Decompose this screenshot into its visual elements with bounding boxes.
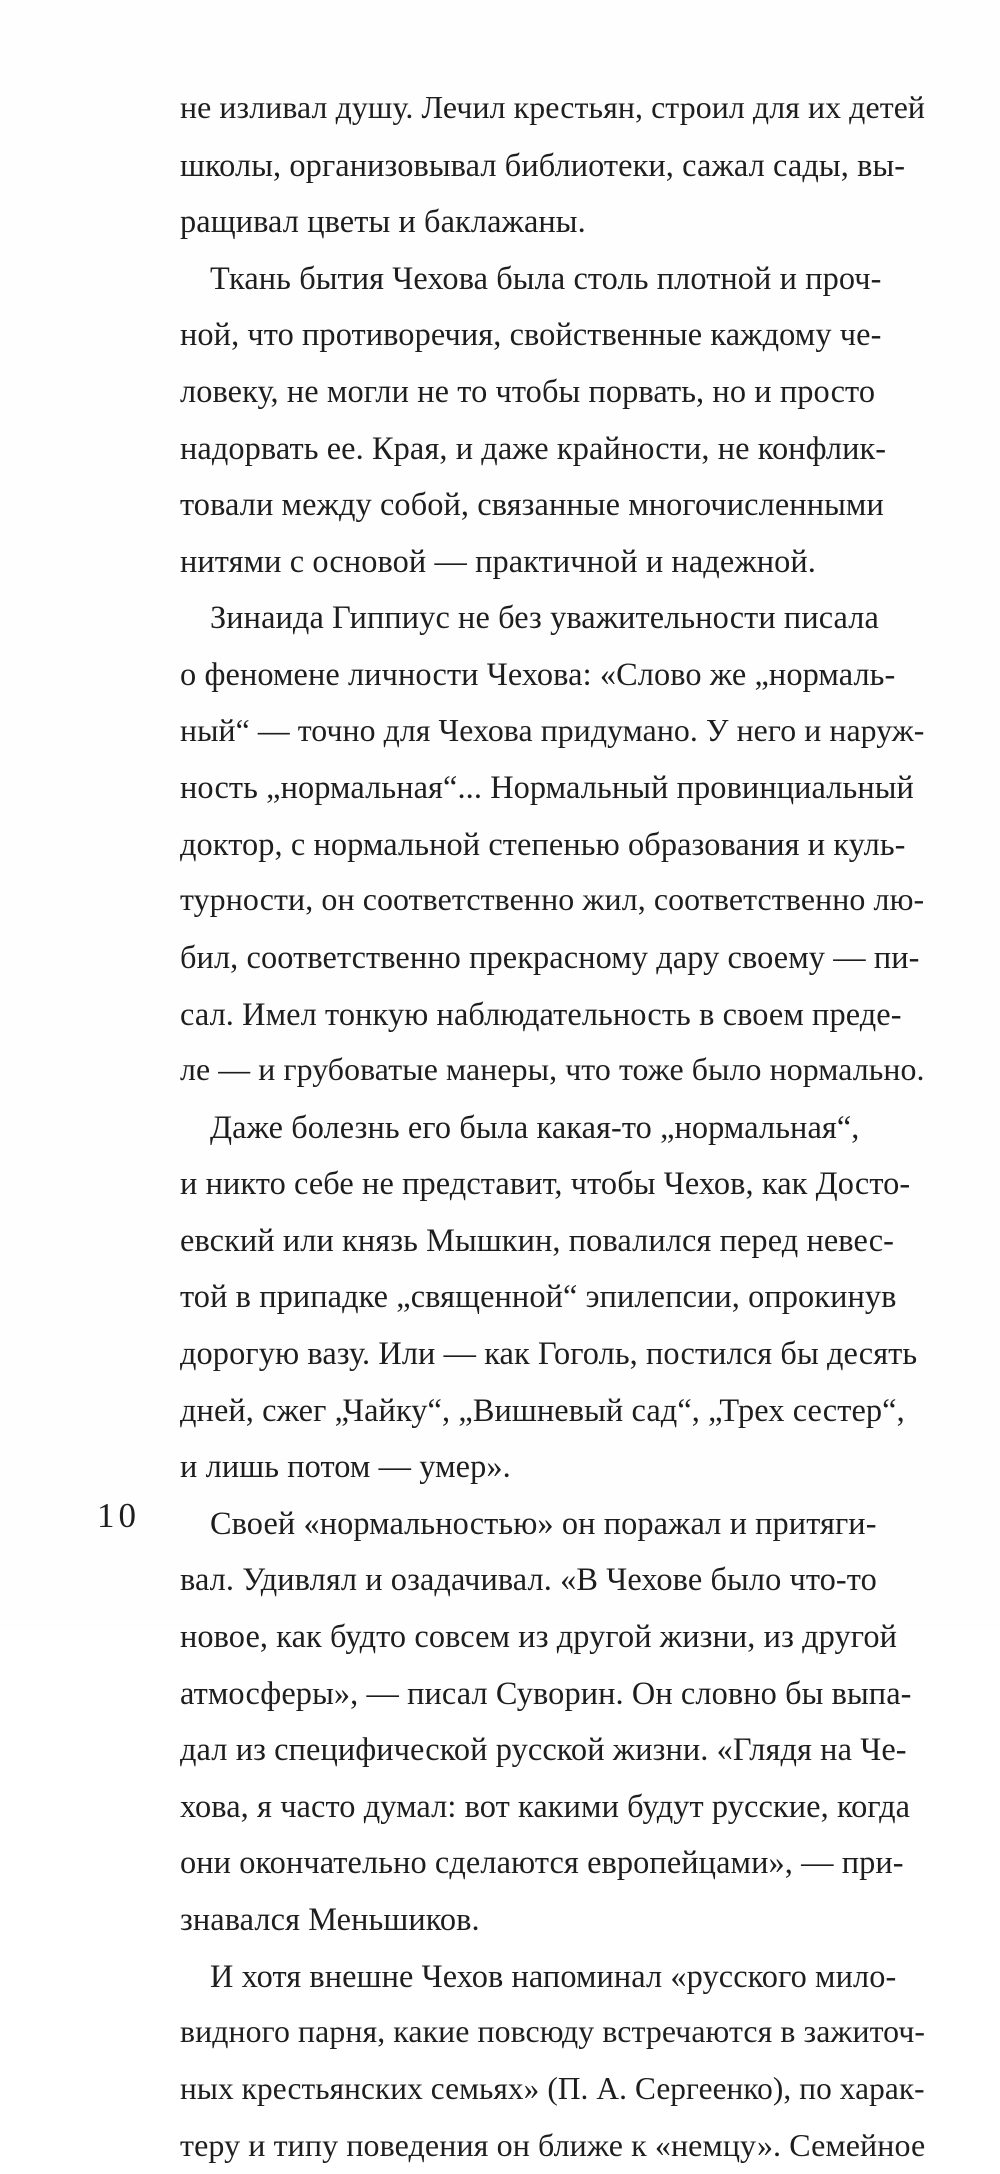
text-line: дал из специфической русской жизни. «Глядя на Че- — [180, 1731, 907, 1768]
text-line: дней, сжег „Чайку“, „Вишневый сад“, „Трех сестер“, — [180, 1391, 905, 1428]
page-number: 10 — [97, 1496, 140, 1535]
text-line: новое, как будто совсем из другой жизни, из другой — [180, 1618, 897, 1655]
text-line: товали между собой, связанные многочисленными — [180, 486, 884, 523]
text-line: Даже болезнь его была какая-то „нормальная“, — [210, 1108, 860, 1145]
text-line: той в припадке „священной“ эпилепсии, опрокинув — [180, 1278, 897, 1315]
text-line: бил, соответственно прекрасному дару своему — пи- — [180, 938, 920, 975]
text-line: И хотя внешне Чехов напоминал «русского мило- — [210, 1957, 897, 1994]
text-line: нитями с основой — практичной и надежной. — [180, 542, 816, 579]
text-line: ность „нормальная“... Нормальный провинциальный — [180, 769, 914, 806]
text-line: Ткань бытия Чехова была столь плотной и проч- — [210, 259, 882, 296]
text-line: надорвать ее. Края, и даже крайности, не конфлик- — [180, 429, 887, 466]
text-line: ный“ — точно для Чехова придумано. У него и наруж- — [180, 712, 925, 748]
text-line: сал. Имел тонкую наблюдательность в своем преде- — [180, 995, 902, 1032]
text-line: Зинаида Гиппиус не без уважительности писала — [210, 599, 879, 636]
text-line: не изливал душу. Лечил крестьян, строил для их детей — [180, 90, 926, 125]
text-line: доктор, с нормальной степенью образования и куль- — [180, 825, 906, 862]
text-line: Своей «нормальностью» он поражал и притяги- — [210, 1504, 877, 1541]
text-line: они окончательно сделаются европейцами», — при- — [180, 1844, 904, 1881]
text-line: ращивал цветы и баклажаны. — [180, 203, 586, 240]
text-line: знавался Меньшиков. — [180, 1901, 480, 1937]
text-line: евский или князь Мышкин, повалился перед невес- — [180, 1221, 895, 1258]
body-text — [180, 80, 940, 2174]
text-line: и никто себе не представит, чтобы Чехов, как Досто- — [180, 1165, 911, 1202]
text-line: ной, что противоречия, свойственные каждому че- — [180, 316, 882, 353]
text-line: ловеку, не могли не то чтобы порвать, но и просто — [180, 372, 876, 409]
text-line: о феномене личности Чехова: «Слово же „нормаль- — [180, 655, 896, 692]
text-line: атмосферы», — писал Суворин. Он словно бы выпа- — [180, 1674, 912, 1711]
text-line: хова, я часто думал: вот какими будут русские, когда — [180, 1787, 911, 1824]
text-line: турности, он соответственно жил, соответственно лю- — [180, 882, 925, 918]
text-line: вал. Удивлял и озадачивал. «В Чехове было что-то — [180, 1561, 877, 1598]
text-line: и лишь потом — умер». — [180, 1448, 511, 1485]
text-line: теру и типу поведения он ближе к «немцу». Семейное — [180, 2127, 926, 2164]
text-line: видного парня, какие повсюду встречаются в зажиточ- — [180, 2014, 926, 2050]
text-line: ных крестьянских семьях» (П. А. Сергеенко), по харак- — [180, 2070, 925, 2106]
text-line: ле — и грубоватые манеры, что тоже было нормально. — [180, 1052, 925, 1088]
text-line: школы, организовывал библиотеки, сажал сады, вы- — [180, 146, 906, 183]
text-line: дорогую вазу. Или — как Гоголь, постился бы десять — [180, 1335, 918, 1372]
